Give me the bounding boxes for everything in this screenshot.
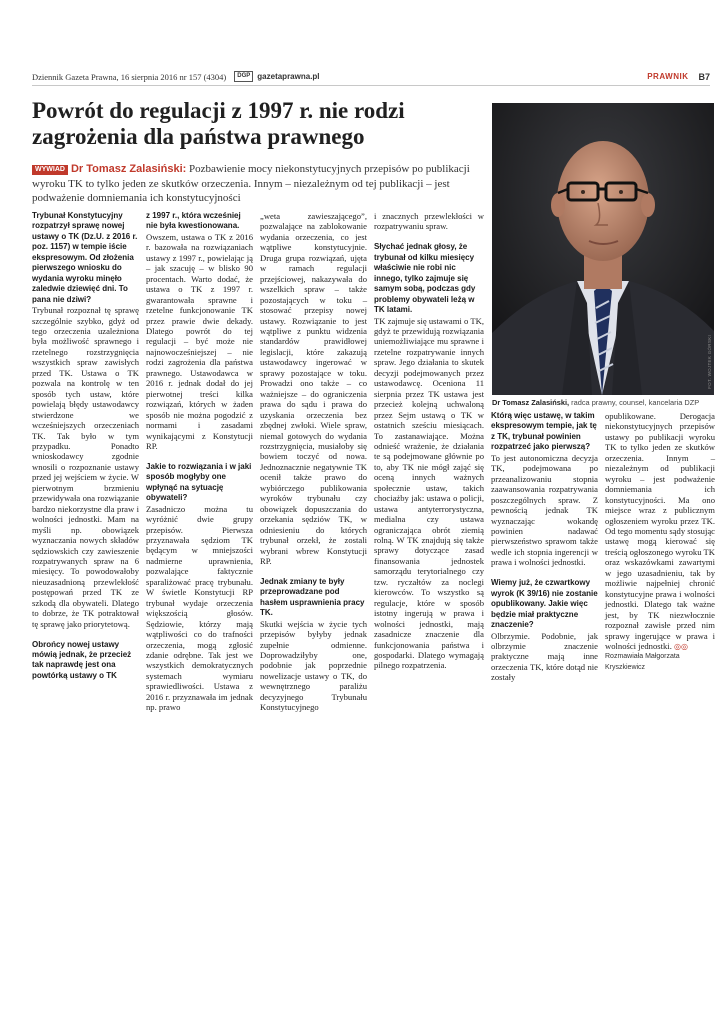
interview-question: Którą więc ustawę, w takim ekspresowym tempie, jak tę z TK, trybunał powinien rozpatrzeć jako pierwszą? [491,411,597,452]
interview-answer: Olbrzymie. Podobnie, jak olbrzymie znaczenie praktyczne mają inne orzeczenia TK, które dotąd nie zostały [491,630,598,683]
interview-answer: Skutki wejścia w życie tych przepisów byłyby jednak zupełnie odmienne. Doprowadziłyby one, podobnie jak poprzednie nowelizacje ustawy o TK, do wewnętrznego paraliżu decyzyjnego Trybunału Konstytucyjnego [260,618,367,713]
interview-question: Słychać jednak głosy, że trybunał od kilku miesięcy właściwie nie robi nic innego, tylko zajmuje się samym sobą, podczas gdy problemy obywateli leżą w TK latami. [374,242,476,315]
interview-answer: Trybunał rozpoznał tę sprawę szczególnie szybko, gdyż od tego orzeczenia uzależniona była możliwość sprawnego i rzetelnego rozstrzygnięcia wszystkich spraw zawisłych przed TK. Ustawa o TK pozwala na kontrolę w ten sposób tych ustaw, które powielają błędy ustawodawcy stwierdzone we wcześniejszych orzeczeniach TK. Tak było w tym przypadku. Ponadto wnioskodawcy zgodnie wnosili o rozpoznanie ustawy przed jej wejściem w życie. W pierwotnym brzmieniu przewidywała ona rozwiązanie bardzo niekorzystne dla praw i wolności jednostki. Mam na myśli np. obowiązek wyznaczania nowych składów sędziowskich czy zawieszenie rozpatrywanych spraw na 6 miesięcy. To powodowałoby nieuzasadnioną przewlekłość postępowań przed TK ze szkodą dla obywateli. Dlatego to dobrze, że TK potraktował tę sprawę jako priorytetową. [32,305,139,629]
page-header [32,68,710,86]
interview-answer: To jest autonomiczna decyzja TK, podejmowana po przeanalizowaniu stopnia zaawansowania rozpatrywania poszczególnych spraw. Z pewnością jednak TK wyznaczając wokandę powinien nadawać pierwszeństwo sprawom także wedle ich stopnia ingerencji w prawa i wolności jednostki. [491,452,598,568]
article-headline: Powrót do regulacji z 1997 r. nie rodzi zagrożenia dla państwa prawnego [32,98,405,149]
text-column-5 [491,411,598,683]
interview-tag: WYWIAD [32,165,68,175]
section-label: PRAWNIK [647,72,689,81]
text-column-4 [374,211,484,691]
interview-answer: TK zajmuje się ustawami o TK, gdyż te przewidują rozwiązania uniemożliwiające mu sprawne i rzetelne rozpatrywanie innych spraw. Jego działania to skutek decyzji podejmowanych przez ustawodawcę. Oceniona 11 sierpnia przez TK ustawa jest przecież kolejną uchwaloną przez Sejm ustawą o TK w ostatnich sześciu miesiącach. To zastanawiające. Można odnieść wrażenie, że działania te są podejmowane głównie po to, aby TK nie mógł zająć się oceną innych ważnych społecznie ustaw, takich chociażby jak: ustawa o policji, ustawa antyterrorystyczna, medialna czy ustawa ograniczająca obrót ziemią rolną. W TK znajdują się także sprawy dotyczące zasad finansowania jednostek samorządu terytorialnego czy tzw. ryczałtów za noclegi kierowców. To wszystko są regulacje, które w sposób istotny ingerują w prawa i wolności jednostki, mają zasadnicze znaczenie dla funkcjonowania państwa i gospodarki. Dlatego wymagają pilnego rozpatrzenia. [374,315,484,671]
interview-question: z 1997 r., która wcześniej nie była kwestionowana. [146,211,241,231]
interview-question: Jakie to rozwiązania i w jaki sposób mogłyby one wpłynąć na sytuację obywateli? [146,461,252,503]
answer-text: opublikowane. Derogacja niekonstytucyjnych przepisów ustawy po publikacji wyroku TK to tylko jeden ze skutków orzeczenia. Innym – niezależnym od publikacji wyroku – jest podważenie domniemania ich konstytucyjności. Ma ono miejsce wraz z publicznym ogłoszeniem wyroku przez TK. Od tego momentu sądy stosując ustawę mogą kierować się treścią ogłoszonego wyroku TK oraz wskazówkami zawartymi w jego uzasadnieniu, tak by możliwie najpełniej chronić konstytucyjne prawa i wolności jednostki. Dlatego tak ważne jest, by TK niezwłocznie rozpoznał zawisłe przed nim sprawy ingerujące w prawa i wolności jednostki. [605,411,715,651]
site-link[interactable]: gazetaprawna.pl [257,72,320,81]
interview-answer: Owszem, ustawa o TK z 2016 r. bazowała na rozwiązaniach ustawy z 1997 r., powielając ją – jak szacuję – w blisko 90 procentach. Warto dodać, że ustawa o TK z 1997 r. gwarantowała sprawne i rzetelne funkcjonowanie TK przez prawie dwie dekady. Dlatego powrót do tej regulacji – być może nie najnowocześniejszej – nie rodzi zagrożenia dla państwa prawnego. Ustawodawca w 2016 r. jednak dodał do jej pierwotnej treści kilka rozwiązań, których w żaden sposób nie można pogodzić z normami i zasadami wynikającymi z Konstytucji RP. [146,231,253,451]
interview-question: Obrońcy nowej ustawy mówią jednak, że przecież tak naprawdę jest ona powtórką ustawy o TK [32,639,132,680]
text-column-6 [605,411,715,671]
lead-author: Dr Tomasz Zalasiński: [70,163,187,175]
caption-name: Dr Tomasz Zalasiński, [492,398,570,407]
publication-info: Dziennik Gazeta Prawna, 16 sierpnia 2016 nr 157 (4304) [32,71,227,82]
interview-question: Jednak zmiany te były przeprowadzane pod hasłem usprawnienia pracy TK. [260,576,365,618]
text-column-3 [260,211,367,713]
photo-caption [492,398,714,407]
interview-answer [605,411,715,652]
caption-role: radca prawny, counsel, kancelaria DZP [571,398,700,407]
article-lead [32,162,484,206]
portrait-illustration [492,103,714,395]
interview-question: Trybunał Konstytucyjny rozpatrzył sprawę nowej ustawy o TK (Dz.U. z 2016 r. poz. 1157) w tempie iście ekspresowym. Od złożenia pierwszego wniosku do wydania wyroku minęło zaledwie dziewięć dni. To pana nie dziwi? [32,211,138,304]
dgp-logo: DGP [234,71,253,82]
text-column-1 [32,211,139,680]
page-number: B7 [698,71,710,82]
interview-question: Wiemy już, że czwartkowy wyrok (K 39/16) nie zostanie opublikowany. Jakie więc będzie miał praktyczne znaczenie? [491,578,598,630]
portrait-photo [492,103,714,395]
photo-credit: FOT. WOJTEK GÓRSKI [707,335,712,389]
interviewer-signature: Rozmawiała Małgorzata Kryszkiewicz [605,653,680,671]
text-column-2 [146,211,253,713]
end-mark-icon: ◎◎ [674,641,688,651]
lead-text: Pozbawienie mocy niekonstytucyjnych przepisów po publikacji wyroku TK to tylko jeden ze skutków orzeczenia. Innym – niezależnym od tej publikacji – jest podważenie domniemania ich konstytucyjności [32,163,470,204]
interview-answer: „weta zawieszającego”, pozwalające na zablokowanie wydania orzeczenia, co jest wątpliwe konstytucyjnie. Druga grupa rozwiązań, ujęta w ramach regulacji przejściowej, nakazywała do wszelkich spraw – także pozostających w toku – stosować przepisy nowej ustawy. Rozwiązanie to jest wątpliwe z punktu widzenia standardów prawidłowej legislacji, które zakazują ustawodawcy ingerować w sprawy pozostające w toku. Prowadzi ono także – co ważniejsze – do ograniczenia prawa do sądu i prawa do uzyskania orzeczenia bez zbędnej zwłoki. Wiele spraw, niemal gotowych do wydania rozstrzygnięcia, musiałoby się bowiem toczyć od nowa. Jednoznacznie negatywnie TK ocenił także prawo do wybiórczego publikowania wyroków trybunału czy obowiązek dopuszczania do orzekania sędziów TK, w odniesieniu do których trybunał orzekł, że zostali wybrani wbrew Konstytucji RP. [260,211,367,566]
interview-answer: Zasadniczo można tu wyróżnić dwie grupy przepisów. Pierwsza przyznawała sędziom TK będącym w mniejszości nadmierne uprawnienia, pozwalające faktycznie sparaliżować pracę trybunału. W świetle Konstytucji RP trybunał wydaje orzeczenia większością głosów. Sędziowie, którzy mają wątpliwości co do trafności orzeczenia, mogą zgłosić zdanie odrębne. Tak jest we wszystkich demokratycznych systemach wymiaru sprawiedliwości. Ustawa z 2016 r. przyznawała im jednak np. prawo [146,503,253,713]
interview-answer: i znacznych przewlekłości w rozpatrywaniu spraw. [374,211,484,232]
